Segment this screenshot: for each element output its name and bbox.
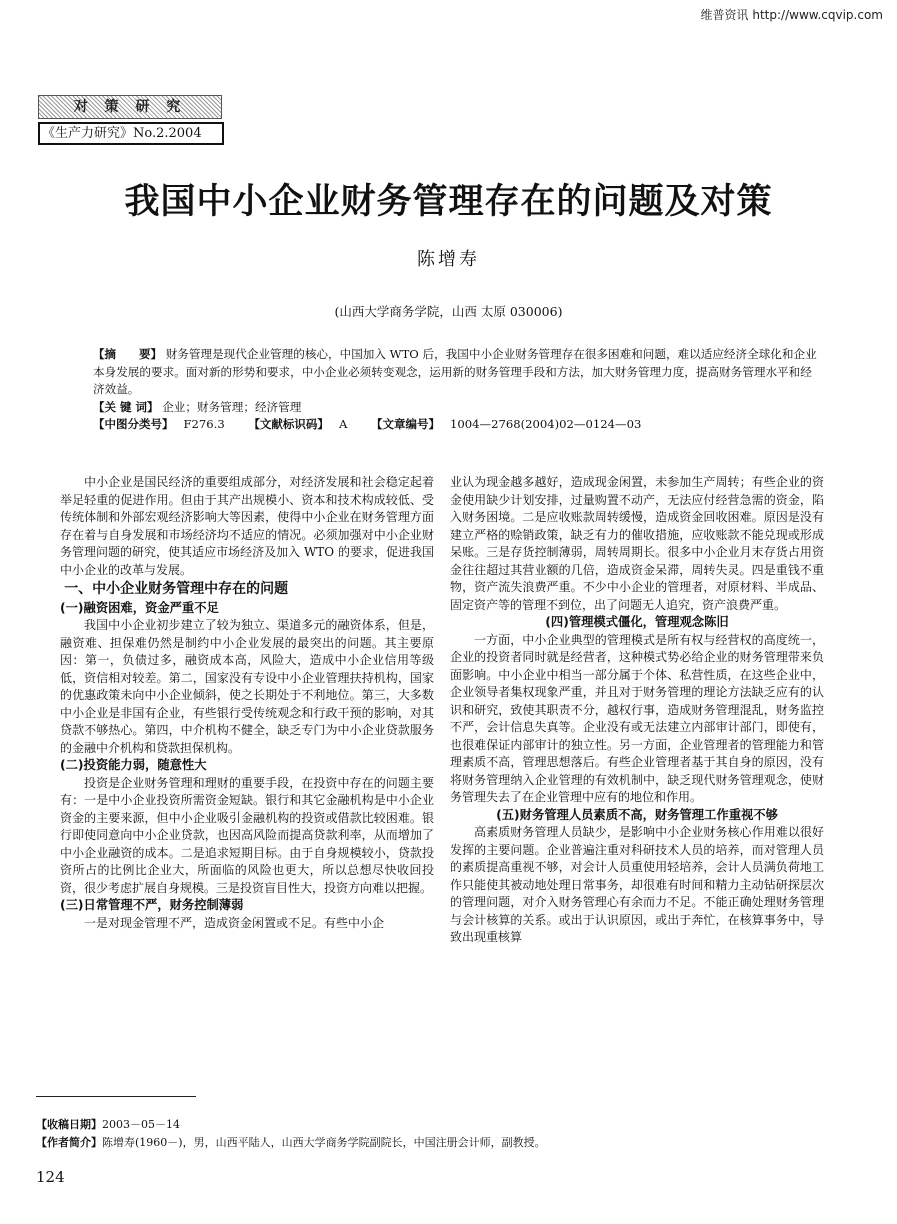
doccode-label: 【文献标识码】 [248, 417, 329, 431]
intro-paragraph: 中小企业是国民经济的重要组成部分，对经济发展和社会稳定起着举足轻重的促进作用。但由于其产出规模小、资本和技术构成较低、受传统体制和外部宏观经济影响大等因素，使得中小企业在财务管理方面存在着与自身发展和市场经济均不适应的情况。必须加强对中小企业财务管理问题的研究，使其适应市场经济及加入 WTO 的要求，促进我国中小企业的改革与发展。 [60, 475, 434, 577]
footnote-divider [36, 1096, 196, 1097]
keywords-text: 企业；财务管理；经济管理 [162, 399, 302, 414]
body-paragraph: 一是对现金管理不严，造成资金闲置或不足。有些中小企 [84, 915, 385, 930]
subsection-heading-4: (四)管理模式僵化，管理观念陈旧 [545, 615, 729, 629]
author-bio: 陈增寿(1960－)，男，山西平陆人，山西大学商务学院副院长，中国注册会计师，副教授。 [102, 1136, 546, 1149]
footnotes [36, 1116, 856, 1152]
author-bio-label: 【作者简介】 [36, 1136, 102, 1149]
clc-value: F276.3 [183, 417, 225, 431]
subsection-heading-2: (二)投资能力弱，随意性大 [60, 758, 207, 772]
author-bio-note [36, 1134, 856, 1152]
body-paragraph-continued: 业认为现金越多越好，造成现金闲置，未参加生产周转；有些企业的资金使用缺少计划安排，过量购置不动产，无法应付经营急需的资金，陷入财务困境。二是应收账款周转缓慢，造成资金回收困难。原因是没有建立严格的赊销政策，缺乏有力的催收措施，应收账款不能兑现或形成呆账。三是存货控制薄弱，周转周期长。很多中小企业月末存货占用资金往往超过其营业额的几倍，造成资金呆滞，周转失灵。四是重钱不重物，资产流失浪费严重。不少中小企业的管理者，对原材料、半成品、固定资产等的管理不到位，出了问题无人追究，资产浪费严重。 [450, 475, 824, 612]
keywords-row [93, 399, 819, 417]
subsection-heading-5: (五)财务管理人员素质不高，财务管理工作重视不够 [496, 807, 778, 822]
received-date-note [36, 1116, 856, 1134]
articleno-label: 【文章编号】 [371, 417, 440, 431]
body-paragraph: 一方面，中小企业典型的管理模式是所有权与经营权的高度统一，企业的投资者同时就是经营者，这种模式势必给企业的财务管理带来负面影响。中小企业中相当一部分属于个体、私营性质，在这些企业中，企业领导者集权现象严重，并且对于财务管理的理论方法缺乏应有的认识和研究，致使其职责不分，越权行事，造成财务管理混乱，财务监控不严，会计信息失真等。企业没有或无法建立内部审计部门，即使有，也很难保证内部审计的独立性。另一方面，企业管理者的管理能力和管理素质不高，管理思想落后。有些企业管理者基于其自身的原因，没有将财务管理纳入企业管理的有效机制中，缺乏现代财务管理观念，使财务管理失去了在企业管理中应有的地位和作用。 [450, 632, 824, 804]
received-label: 【收稿日期】 [36, 1118, 102, 1131]
abstract-paragraph [93, 346, 819, 399]
column-label: 对 策 研 究 [38, 95, 222, 119]
subsection-heading-3: (三)日常管理不严，财务控制薄弱 [60, 898, 244, 912]
author-affiliation: (山西大学商务学院，山西 太原 030006) [334, 304, 563, 319]
watermark: 维普资讯 http://www.cqvip.com [700, 8, 883, 22]
articleno-value: 1004—2768(2004)02—0124—03 [450, 417, 642, 431]
clc-label: 【中图分类号】 [93, 417, 174, 431]
doccode-value: A [338, 417, 348, 431]
body-paragraph: 高素质财务管理人员缺少，是影响中小企业财务核心作用难以很好发挥的主要问题。企业普遍注重对科研技术人员的培养，而对管理人员的素质提高重视不够，对会计人员重使用轻培养，会计人员满负荷地工作只能使其被动地处理日常事务，却很难有时间和精力主动钻研探层次的管理问题，对介入财务管理心有余而力不足。不能正确处理财务管理与会计核算的关系。或出于认识原因，或出于奔忙，在核算事务中，导致出现重核算 [450, 825, 824, 944]
subsection-heading-1: (一)融资困难，资金严重不足 [60, 600, 219, 615]
journal-label: 《生产力研究》No.2.2004 [38, 122, 224, 145]
article-author: 陈增寿 [417, 249, 480, 270]
abstract-label: 【摘 要】 [93, 347, 162, 361]
body-column-right [450, 474, 824, 947]
page-number: 124 [36, 1168, 65, 1186]
abstract-text: 财务管理是现代企业管理的核心，中国加入 WTO 后，我国中小企业财务管理存在很多困难和问题，难以适应经济全球化和企业本身发展的要求。面对新的形势和要求，中小企业必须转变观念，运用新的财务管理手段和方法，加大财务管理力度，提高财务管理水平和经济效益。 [93, 347, 817, 396]
body-paragraph: 我国中小企业初步建立了较为独立、渠道多元的融资体系，但是，融资难、担保难仍然是制约中小企业发展的最突出的问题。其主要原因：第一，负债过多，融资成本高，风险大，造成中小企业信用等级低，资信相对较差。第二，国家没有专设中小企业管理扶持机构，国家的优惠政策未向中小企业倾斜，使之长期处于不利地位。第三，大多数中小企业是非国有企业，有些银行受传统观念和行政干预的影响，对其贷款不够热心。第四，中介机构不健全，缺乏专门为中小企业贷款服务的金融中介机构和贷款担保机构。 [60, 618, 434, 755]
body-column-left [60, 474, 434, 932]
section-heading-1: 一、中小企业财务管理中存在的问题 [64, 581, 289, 597]
received-date: 2003－05－14 [102, 1118, 180, 1131]
keywords-label: 【关 键 词】 [93, 399, 159, 414]
abstract-block [93, 346, 819, 434]
classification-row [93, 416, 819, 434]
article-title: 我国中小企业财务管理存在的问题及对策 [124, 182, 773, 222]
body-paragraph: 投资是企业财务管理和理财的重要手段，在投资中存在的问题主要有：一是中小企业投资所需资金短缺。银行和其它金融机构是中小企业资金的主要来源，但中小企业吸引金融机构的投资或借款比较困难。银行即使同意向中小企业贷款，也因高风险而提高贷款利率，从而增加了中小企业融资的成本。二是追求短期目标。由于自身规模较小，贷款投资所占的比例比企业大，所面临的风险也更大，所以总想尽快收回投资，很少考虑扩展自身规模。三是投资盲目性大，投资方向难以把握。 [60, 775, 434, 895]
